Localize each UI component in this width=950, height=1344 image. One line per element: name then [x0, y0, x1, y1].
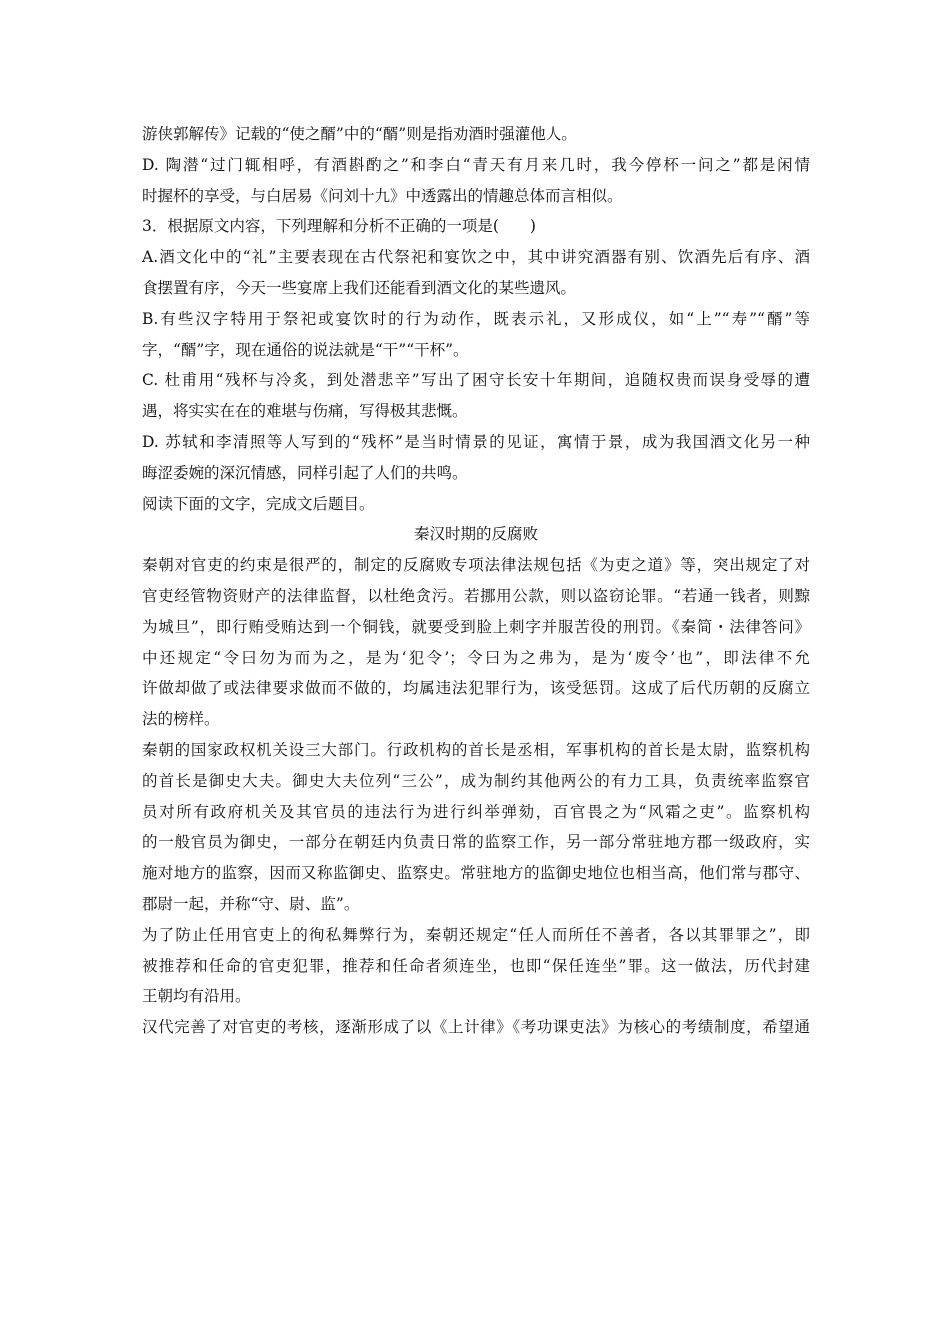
article-line: 许做却做了或法律要求做而不做的，均属违法犯罪行为，该受惩罚。这成了后代历朝的反腐立	[142, 679, 810, 698]
article-line: 为了防止任用官吏上的徇私舞弊行为，秦朝还规定“任人而所任不善者，各以其罪罪之”，即	[142, 925, 810, 944]
article-line: 法的榜样。	[142, 710, 220, 729]
article-line: 郡尉一起，并称“守、尉、监”。	[142, 894, 360, 913]
article-line: 为城旦”，即行贿受贿达到一个铜钱，就要受到脸上刺字并服苦役的刑罚。《秦简・法律答问》	[142, 617, 810, 636]
question-3-stem: 3．根据原文内容，下列理解和分析不正确的一项是( )	[142, 217, 536, 236]
q3-option-d-line-1: D. 苏轼和李清照等人写到的“残杯”是当时情景的见证，寓情于景，成为我国酒文化另一种	[142, 432, 810, 451]
article-line: 官吏经管物资财产的法律监督，以杜绝贪污。若挪用公款，则以盗窃论罪。“若通一钱者，则黥	[142, 586, 810, 605]
q2-option-d-line-1: D. 陶潜“过门辄相呼，有酒斟酌之”和李白“青天有月来几时，我今停杯一问之”都是闲情	[142, 155, 810, 174]
q3-option-b-line-2: 字，“醑”字，现在通俗的说法就是“干”“干杯”。	[142, 340, 469, 359]
article-line: 被推荐和任命的官吏犯罪，推荐和任命者须连坐，也即“保任连坐”罪。这一做法，历代封建	[142, 956, 810, 975]
q3-option-a-line-2: 食摆置有序，今天一些宴席上我们还能看到酒文化的某些遗风。	[142, 278, 577, 297]
q2-option-c-tail: 游侠郭解传》记载的“使之醑”中的“醑”则是指劝酒时强灌他人。	[142, 125, 577, 143]
article-line: 的首长是御史大夫。御史大夫位列“三公”，成为制约其他两公的有力工具，负责统率监察官	[142, 771, 810, 790]
q3-option-b-line-1: B.有些汉字特用于祭祀或宴饮时的行为动作，既表示礼，又形成仪，如“上”“寿”“醑”等	[142, 309, 810, 328]
article-line: 王朝均有沿用。	[142, 987, 251, 1006]
reading-instruction: 阅读下面的文字，完成文后题目。	[142, 494, 375, 513]
article-line: 的一般官员为御史，一部分在朝廷内负责日常的监察工作，另一部分常驻地方郡一级政府，实	[142, 833, 810, 852]
q3-option-a-line-1: A.酒文化中的“礼”主要表现在古代祭祀和宴饮之中，其中讲究酒器有别、饮酒先后有序、酒	[142, 248, 810, 267]
q3-option-c-line-2: 遇，将实实在在的难堪与伤痛，写得极其悲慨。	[142, 402, 468, 421]
article-line: 员对所有政府机关及其官员的违法行为进行纠举弹劾，百官畏之为“风霜之吏”。监察机构	[142, 802, 810, 821]
article-line: 秦朝对官吏的约束是很严的，制定的反腐败专项法律法规包括《为吏之道》等，突出规定了对	[142, 556, 810, 575]
q2-option-d-line-2: 时握杯的享受，与白居易《问刘十九》中透露出的情趣总体而言相似。	[142, 186, 623, 205]
article-line: 秦朝的国家政权机关设三大部门。行政机构的首长是丞相，军事机构的首长是太尉，监察机构	[142, 740, 810, 759]
q3-option-d-line-2: 晦涩委婉的深沉情感，同样引起了人们的共鸣。	[142, 463, 468, 482]
article-title: 秦汉时期的反腐败	[413, 525, 538, 544]
q3-option-c-line-1: C. 杜甫用“残杯与冷炙，到处潜悲辛”写出了困守长安十年期间，追随权贵而误身受辱的遭	[142, 371, 810, 390]
article-line: 汉代完善了对官吏的考核，逐渐形成了以《上计律》《考功课吏法》为核心的考绩制度，希望通	[142, 1018, 810, 1037]
article-line: 中还规定“令曰勿为而为之，是为‘犯令’；令曰为之弗为，是为‘废令’也”，即法律不允	[142, 648, 810, 667]
article-line: 施对地方的监察，因而又称监御史、监察史。常驻地方的监御史地位也相当高，他们常与郡守、	[142, 864, 810, 883]
